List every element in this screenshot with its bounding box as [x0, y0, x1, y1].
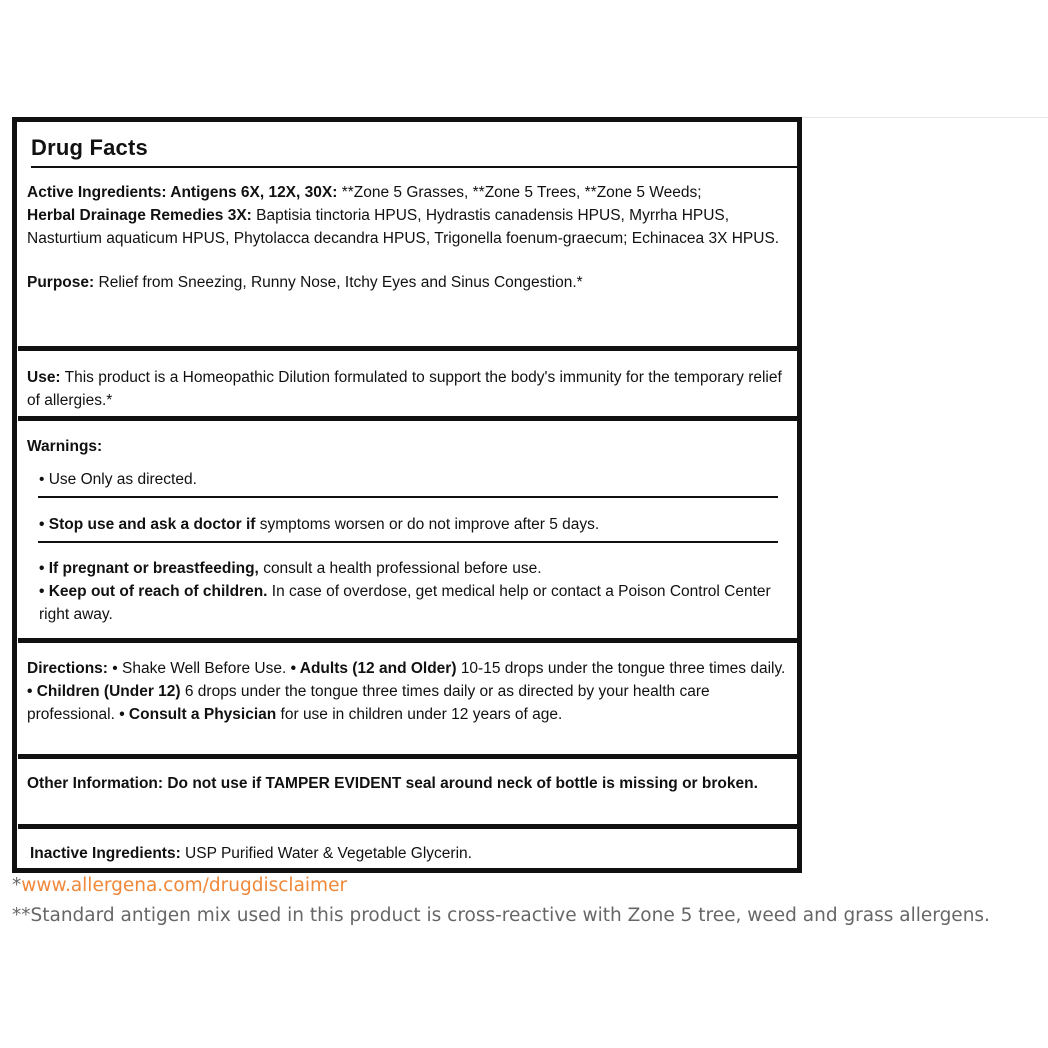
purpose-line — [27, 271, 787, 294]
warning-pregnancy-children — [27, 557, 787, 626]
use-text: This product is a Homeopathic Dilution formulated to support the body's immunity for the temporary relief of allergies.* — [27, 369, 782, 409]
use-section — [27, 366, 787, 412]
drug-facts-panel — [12, 117, 802, 873]
active-ingredients-text: **Zone 5 Grasses, **Zone 5 Trees, **Zone 5 Weeds; — [341, 184, 702, 201]
inactive-ingredients-section — [30, 842, 790, 865]
cross-reactivity-note: **Standard antigen mix used in this product is cross-reactive with Zone 5 tree, weed and grass allergens. — [12, 905, 990, 926]
warning-use-as-directed: • Use Only as directed. — [39, 471, 197, 488]
warning-divider — [38, 541, 778, 543]
directions-children-label: • Children (Under 12) — [27, 683, 181, 700]
warning-divider — [38, 496, 778, 498]
title-divider — [31, 166, 799, 168]
purpose-text: Relief from Sneezing, Runny Nose, Itchy Eyes and Sinus Congestion.* — [98, 274, 583, 291]
top-divider — [800, 117, 1048, 118]
herbal-remedies-text: Baptisia tinctoria HPUS, Hydrastis canadensis HPUS, Myrrha HPUS, Nasturtium aquaticum HPUS, Phytolacca decandra HPUS, Trigonella foenum-graecum; Echinacea 3X HPUS. — [27, 207, 780, 247]
warnings-label — [27, 435, 787, 458]
directions-section — [27, 657, 787, 726]
section-divider — [18, 754, 797, 759]
section-divider — [18, 416, 797, 421]
herbal-remedies-label: Herbal Drainage Remedies 3X: — [27, 207, 252, 224]
directions-children-text: 6 drops under the tongue three times daily or as directed by your health care professional. — [27, 683, 710, 723]
disclaimer-line — [12, 875, 1048, 896]
active-ingredients-section — [27, 181, 787, 294]
inactive-ingredients-label: Inactive Ingredients: — [30, 845, 181, 862]
active-ingredients-label: Active Ingredients: Antigens 6X, 12X, 30X: — [27, 184, 338, 201]
herbal-remedies-line — [27, 204, 787, 250]
directions-label: Directions: — [27, 660, 108, 677]
section-divider — [18, 638, 797, 643]
directions-physician-label: • Consult a Physician — [119, 706, 277, 723]
active-ingredients-line — [27, 181, 787, 204]
directions-physician-text: for use in children under 12 years of age. — [280, 706, 563, 723]
warning-children — [39, 580, 787, 626]
warnings-section — [27, 435, 787, 491]
directions-shake: • Shake Well Before Use. — [112, 660, 287, 677]
disclaimer-link[interactable]: www.allergena.com/drugdisclaimer — [21, 875, 348, 896]
directions-adults-label: • Adults (12 and Older) — [290, 660, 457, 677]
warning-pregnant-text: consult a health professional before use. — [263, 560, 542, 577]
use-label: Use: — [27, 369, 61, 386]
section-divider — [18, 824, 797, 829]
warning-children-text: In case of overdose, get medical help or contact a Poison Control Center right away. — [39, 583, 771, 623]
directions-adults-text: 10-15 drops under the tongue three times daily. — [460, 660, 786, 677]
drug-facts-title: Drug Facts — [31, 135, 148, 160]
warning-pregnant — [39, 557, 787, 580]
warning-stop-use-text: symptoms worsen or do not improve after 5 days. — [259, 516, 600, 533]
other-information: Other Information: Do not use if TAMPER EVIDENT seal around neck of bottle is missing or broken. — [27, 775, 758, 792]
warning-children-label: • Keep out of reach of children. — [39, 583, 268, 600]
inactive-ingredients-text: USP Purified Water & Vegetable Glycerin. — [185, 845, 472, 862]
purpose-label: Purpose: — [27, 274, 95, 291]
disclaimer-asterisk: * — [12, 875, 22, 896]
warnings-label-text: Warnings: — [27, 438, 103, 455]
warning-stop-use-label: • Stop use and ask a doctor if — [39, 516, 256, 533]
section-divider — [18, 346, 797, 351]
warning-pregnant-label: • If pregnant or breastfeeding, — [39, 560, 259, 577]
warning-stop-use — [27, 513, 799, 536]
